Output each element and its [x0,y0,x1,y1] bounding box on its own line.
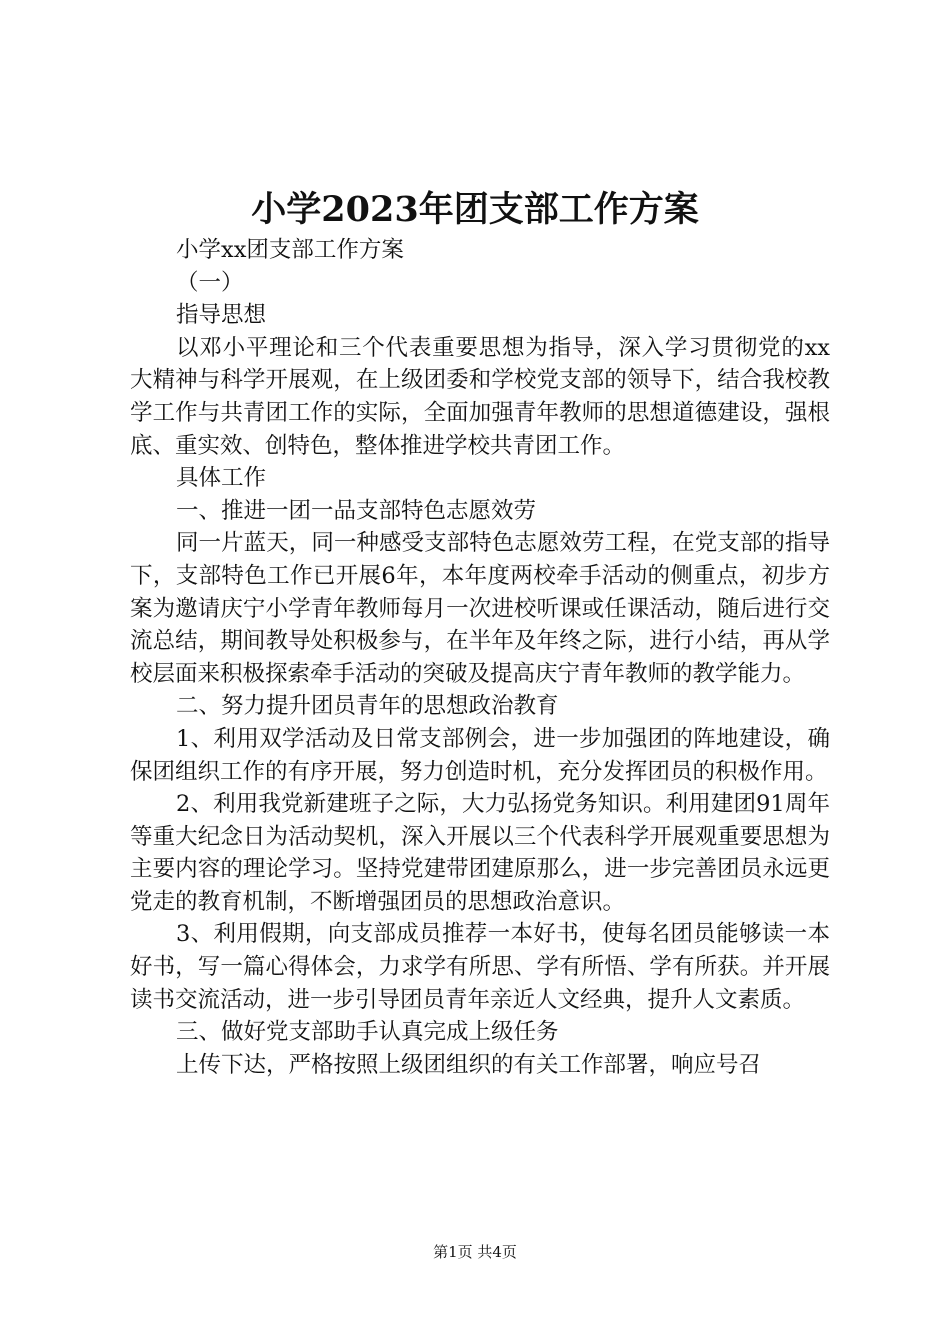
section-number: （一） [176,269,244,296]
heading-item-1: 一、推进一团一品支部特色志愿效劳 [176,497,537,524]
paragraph-item-2-1: 1、利用双学活动及日常支部例会，进一步加强团的阵地建设，确保团组织工作的有序开展，努力创造时机，充分发挥团员的积极作用。 [130,725,830,785]
document-body [130,234,830,1081]
heading-guiding-thought: 指导思想 [176,302,267,329]
document-title: 小学2023年团支部工作方案 [251,189,699,230]
paragraph-item-2-2: 2、利用我党新建班子之际，大力弘扬党务知识。利用建团91周年等重大纪念日为活动契机，深入开展以三个代表科学开展观重要思想为主要内容的理论学习。坚持党建带团建原那么，进一步完善团员永远更党走的教育机制，不断增强团员的思想政治意识。 [130,791,830,915]
heading-item-3: 三、做好党支部助手认真完成上级任务 [176,1019,559,1046]
paragraph-guiding-thought: 以邓小平理论和三个代表重要思想为指导，深入学习贯彻党的xx大精神与科学开展观，在上级团委和学校党支部的领导下，结合我校教学工作与共青团工作的实际，全面加强青年教师的思想道德建设，强根底、重实效、创特色，整体推进学校共青团工作。 [130,334,830,459]
paragraph-item-3: 上传下达，严格按照上级团组织的有关工作部署，响应号召 [176,1051,762,1078]
subtitle: 小学xx团支部工作方案 [176,237,404,263]
page-footer: 第1页 共4页 [433,1243,517,1261]
paragraph-item-2-3: 3、利用假期，向支部成员推荐一本好书，使每名团员能够读一本好书，写一篇心得体会，力求学有所思、学有所悟、学有所获。并开展读书交流活动，进一步引导团员青年亲近人文经典，提升人文素质。 [130,921,830,1013]
heading-item-2: 二、努力提升团员青年的思想政治教育 [176,693,559,720]
paragraph-item-1: 同一片蓝天，同一种感受支部特色志愿效劳工程，在党支部的指导下，支部特色工作已开展6年，本年度两校牵手活动的侧重点，初步方案为邀请庆宁小学青年教师每月一次进校听课或任课活动，随后进行交流总结，期间教导处积极参与，在半年及年终之际，进行小结，再从学校层面来积极探索牵手活动的突破及提高庆宁青年教师的教学能力。 [130,530,830,687]
heading-specific-work: 具体工作 [176,465,267,492]
